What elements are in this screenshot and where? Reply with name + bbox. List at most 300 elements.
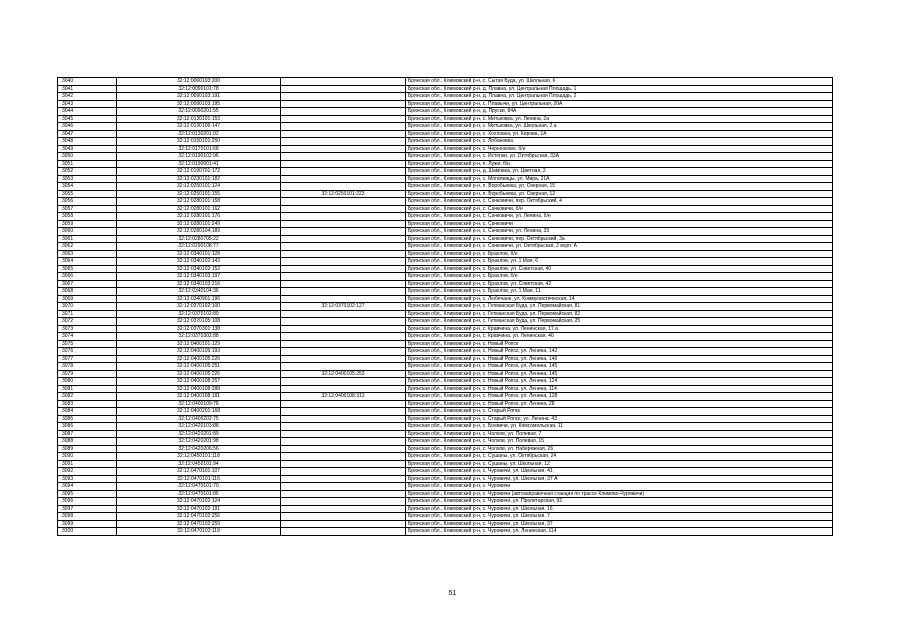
row-number-cell: 3046 [58, 123, 117, 131]
row-number-cell: 3079 [58, 370, 117, 378]
address-cell: Брянская обл., Климовский р-н, с. Сачковичи, ул. Ленина, б/н [406, 213, 833, 221]
parent-cadastral-cell [281, 378, 406, 386]
cadastral-number-cell: 32:12:0340901:196 [117, 295, 281, 303]
table-row [58, 528, 833, 536]
cadastral-number-cell: 32:12:0170101:68 [117, 145, 281, 153]
table-row [58, 303, 833, 311]
parent-cadastral-cell: 32:12:0400105:253 [281, 370, 406, 378]
cadastral-number-cell: 32:12:0280101:162 [117, 205, 281, 213]
row-number-cell: 3040 [58, 78, 117, 86]
table-row [58, 430, 833, 438]
parent-cadastral-cell [281, 430, 406, 438]
table-row [58, 355, 833, 363]
row-number-cell: 3094 [58, 483, 117, 491]
row-number-cell: 3097 [58, 505, 117, 513]
row-number-cell: 3065 [58, 265, 117, 273]
table-row [58, 288, 833, 296]
row-number-cell: 3047 [58, 130, 117, 138]
cadastral-number-cell: 32:12:0280104:189 [117, 228, 281, 236]
row-number-cell: 3069 [58, 295, 117, 303]
table-row [58, 310, 833, 318]
row-number-cell: 3077 [58, 355, 117, 363]
cadastral-number-cell: 32:12:0400108:257 [117, 378, 281, 386]
parent-cadastral-cell [281, 85, 406, 93]
address-cell: Брянская обл., Климовский р-н, с. Истопки, ул. Октябрьская, 33А [406, 153, 833, 161]
table-row [58, 78, 833, 86]
row-number-cell: 3066 [58, 273, 117, 281]
row-number-cell: 3087 [58, 430, 117, 438]
row-number-cell: 3084 [58, 408, 117, 416]
parent-cadastral-cell [281, 288, 406, 296]
parent-cadastral-cell [281, 498, 406, 506]
table-row [58, 213, 833, 221]
parent-cadastral-cell [281, 93, 406, 101]
table-row [58, 370, 833, 378]
address-cell: Брянская обл., Климовский р-н, п. Воробьевка, ул. Озерная, 15 [406, 183, 833, 191]
address-cell: Брянская обл., Климовский р-н, п. Лужи, б/н [406, 160, 833, 168]
cadastral-number-cell: 32:12:0340103:216 [117, 280, 281, 288]
address-cell: Брянская обл., Климовский р-н, с. Сачковичи, пер. Октябрьский, 4 [406, 198, 833, 206]
table-row [58, 190, 833, 198]
cadastral-number-cell: 32:12:0400201:168 [117, 408, 281, 416]
parent-cadastral-cell [281, 280, 406, 288]
cadastral-number-cell: 32:12:0470102:259 [117, 520, 281, 528]
parent-cadastral-cell [281, 408, 406, 416]
parent-cadastral-cell [281, 310, 406, 318]
cadastral-number-cell: 32:12:0370102:89 [117, 310, 281, 318]
table-row [58, 400, 833, 408]
table-row [58, 423, 833, 431]
parent-cadastral-cell [281, 505, 406, 513]
parent-cadastral-cell [281, 235, 406, 243]
row-number-cell: 3072 [58, 318, 117, 326]
address-cell: Брянская обл., Климовский р-н, с. Плавычи, ул. Центральная, 20А [406, 100, 833, 108]
row-number-cell: 3071 [58, 310, 117, 318]
table-row [58, 393, 833, 401]
address-cell: Брянская обл., Климовский р-н, с. Чолхов, ул. Набережная, 26 [406, 445, 833, 453]
address-cell: Брянская обл., Климовский р-н, с. Старый Ропск [406, 408, 833, 416]
address-cell: Брянская обл., Климовский р-н, с. Чолхов, ул. Полевая, 15 [406, 438, 833, 446]
cadastral-number-cell: 32:12:0230101:182 [117, 175, 281, 183]
address-cell: Брянская обл., Климовский р-н, с. Сушаны, ул. Школьная, 12 [406, 460, 833, 468]
address-cell: Брянская обл., Климовский р-н, с. Чернооково, б/н [406, 145, 833, 153]
row-number-cell: 3059 [58, 220, 117, 228]
row-number-cell: 3085 [58, 415, 117, 423]
table-row [58, 115, 833, 123]
row-number-cell: 3061 [58, 235, 117, 243]
table-row [58, 160, 833, 168]
table-body [58, 78, 833, 536]
cadastral-number-cell: 32:12:0340102:152 [117, 265, 281, 273]
address-cell: Брянская обл., Климовский р-н, с. Новый Ропск, ул. Ленина, 142 [406, 348, 833, 356]
cadastral-number-cell: 32:12:0280101:176 [117, 213, 281, 221]
row-number-cell: 3048 [58, 138, 117, 146]
row-number-cell: 3083 [58, 400, 117, 408]
parent-cadastral-cell [281, 115, 406, 123]
address-cell: Брянская обл., Климовский р-н, с. Кравчина, ул. Ленинская, 17 а [406, 325, 833, 333]
row-number-cell: 3091 [58, 460, 117, 468]
address-cell: Брянская обл., Климовский р-н, с. Чуровичи, ул. Школьная, 41 [406, 468, 833, 476]
parent-cadastral-cell [281, 490, 406, 498]
row-number-cell: 3053 [58, 175, 117, 183]
table-row [58, 228, 833, 236]
cadastral-number-cell: 32:12:0400105:226 [117, 355, 281, 363]
address-cell: Брянская обл., Климовский р-н, с. Чуровичи (автозаправочная станция по трассе Климово-Чуровичи) [406, 490, 833, 498]
cadastral-number-cell: 32:12:0150101:250 [117, 138, 281, 146]
table-row [58, 363, 833, 371]
address-cell: Брянская обл., Климовский р-н, с. Чуровичи, ул. Ленинская, 114 [406, 528, 833, 536]
address-cell: Брянская обл., Климовский р-н, с. Новый Ропск, ул. Ленина, 145 [406, 363, 833, 371]
row-number-cell: 3089 [58, 445, 117, 453]
row-number-cell: 3055 [58, 190, 117, 198]
cadastral-number-cell: 32:12:0450101:118 [117, 453, 281, 461]
row-number-cell: 3050 [58, 153, 117, 161]
table-row [58, 505, 833, 513]
cadastral-number-cell: 32:12:0400105:193 [117, 348, 281, 356]
row-number-cell: 3075 [58, 340, 117, 348]
table-row [58, 168, 833, 176]
table-row [58, 520, 833, 528]
parent-cadastral-cell [281, 520, 406, 528]
cadastral-number-cell: 32:12:0280101:158 [117, 198, 281, 206]
cadastral-number-cell: 32:12:0250101:124 [117, 183, 281, 191]
cadastral-number-cell: 32:12:0090103:191 [117, 93, 281, 101]
row-number-cell: 3088 [58, 438, 117, 446]
table-row [58, 205, 833, 213]
cadastral-number-cell: 32:12:0370105:108 [117, 318, 281, 326]
cadastral-number-cell: 32:12:0340104:36 [117, 288, 281, 296]
table-row [58, 138, 833, 146]
cadastral-number-cell: 32:12:0090101:78 [117, 85, 281, 93]
table-row [58, 445, 833, 453]
row-number-cell: 3098 [58, 513, 117, 521]
row-number-cell: 3068 [58, 288, 117, 296]
cadastral-number-cell: 32:12:0400105:226 [117, 370, 281, 378]
address-cell: Брянская обл., Климовский р-н, с. Сушаны, ул. Октябрьская, 24 [406, 453, 833, 461]
table-row [58, 175, 833, 183]
row-number-cell: 3081 [58, 385, 117, 393]
address-cell: Брянская обл., Климовский р-н, с. Новый Ропск, ул. Ленина, 114 [406, 385, 833, 393]
address-cell: Брянская обл., Климовский р-н, с. Брахлов, б/н [406, 273, 833, 281]
row-number-cell: 3063 [58, 250, 117, 258]
cadastral-number-cell: 32:12:0280705:22 [117, 235, 281, 243]
table-row [58, 295, 833, 303]
cadastral-number-cell: 32:12:0470102:124 [117, 498, 281, 506]
address-cell: Брянская обл., Климовский р-н, с. Боевичи, ул. Комсомольская, 11 [406, 423, 833, 431]
cadastral-number-cell: 32:12:0090201:55 [117, 108, 281, 116]
address-cell: Брянская обл., Климовский р-н, с. Новый Ропск [406, 340, 833, 348]
cadastral-number-cell: 32:12:0420201:98 [117, 438, 281, 446]
parent-cadastral-cell [281, 453, 406, 461]
parent-cadastral-cell [281, 273, 406, 281]
parent-cadastral-cell: 32:12:0370102:127 [281, 303, 406, 311]
parent-cadastral-cell [281, 145, 406, 153]
table-row [58, 490, 833, 498]
address-cell: Брянская обл., Климовский р-н, с. Брахлов, ул. 1 Мая, 11 [406, 288, 833, 296]
table-row [58, 460, 833, 468]
cadastral-number-cell: 32:12:0400109:78 [117, 400, 281, 408]
parent-cadastral-cell [281, 325, 406, 333]
cadastral-number-cell: 32:12:0280101:249 [117, 220, 281, 228]
address-cell: Брянская обл., Климовский р-н, с. Чуровичи [406, 483, 833, 491]
table-row [58, 145, 833, 153]
parent-cadastral-cell [281, 258, 406, 266]
parent-cadastral-cell [281, 400, 406, 408]
table-row [58, 250, 833, 258]
row-number-cell: 3064 [58, 258, 117, 266]
address-cell: Брянская обл., Климовский р-н, с. Сачковичи [406, 220, 833, 228]
parent-cadastral-cell [281, 445, 406, 453]
address-cell: Брянская обл., Климовский р-н, с. Чолхов, ул. Полевая, 7 [406, 430, 833, 438]
cadastral-number-cell: 32:12:0130101:153 [117, 115, 281, 123]
table-row [58, 183, 833, 191]
table-row [58, 468, 833, 476]
table-row [58, 415, 833, 423]
cadastral-number-cell: 32:12:0470101:86 [117, 490, 281, 498]
row-number-cell: 3044 [58, 108, 117, 116]
parent-cadastral-cell [281, 250, 406, 258]
address-cell: Брянская обл., Климовский р-н, с. Кравчина, ул. Ленинская, 46 [406, 333, 833, 341]
parent-cadastral-cell [281, 168, 406, 176]
parent-cadastral-cell [281, 468, 406, 476]
row-number-cell: 3042 [58, 93, 117, 101]
parent-cadastral-cell [281, 123, 406, 131]
parent-cadastral-cell [281, 438, 406, 446]
parent-cadastral-cell [281, 363, 406, 371]
parent-cadastral-cell [281, 198, 406, 206]
address-cell: Брянская обл., Климовский р-н, п. Воробьевка, ул. Озерная, 12 [406, 190, 833, 198]
parent-cadastral-cell [281, 175, 406, 183]
parent-cadastral-cell [281, 333, 406, 341]
cadastral-number-cell: 32:12:0470103:119 [117, 528, 281, 536]
row-number-cell: 3043 [58, 100, 117, 108]
cadastral-number-cell: 32:12:0250101:155 [117, 190, 281, 198]
table-row [58, 258, 833, 266]
address-cell: Брянская обл., Климовский р-н, с. Сытая Буда, ул. Школьная, 6 [406, 78, 833, 86]
row-number-cell: 3073 [58, 325, 117, 333]
cadastral-number-cell: 32:12:0470101:107 [117, 468, 281, 476]
page-number: 51 [448, 590, 457, 597]
property-table [57, 77, 833, 536]
row-number-cell: 3078 [58, 363, 117, 371]
row-number-cell: 3080 [58, 378, 117, 386]
address-cell: Брянская обл., Климовский р-н, с. Сачковичи, ул. Октябрьская, 2 корп. А [406, 243, 833, 251]
cadastral-number-cell: 32:12:0470102:256 [117, 513, 281, 521]
cadastral-number-cell: 32:12:0420201:89 [117, 430, 281, 438]
parent-cadastral-cell [281, 138, 406, 146]
parent-cadastral-cell [281, 183, 406, 191]
address-cell: Брянская обл., Климовский р-н, с. Сачковичи, пер. Октябрьский, 3а [406, 235, 833, 243]
row-number-cell: 3070 [58, 303, 117, 311]
table-row [58, 318, 833, 326]
parent-cadastral-cell [281, 318, 406, 326]
parent-cadastral-cell [281, 423, 406, 431]
cadastral-number-cell: 32:12:0400105:251 [117, 363, 281, 371]
parent-cadastral-cell [281, 513, 406, 521]
address-cell: Брянская обл., Климовский р-н, с. Чуровичи, ул. Школьная, 37 [406, 520, 833, 528]
address-cell: Брянская обл., Климовский р-н, с. Сачковичи, ул. Ленина, 33 [406, 228, 833, 236]
address-cell: Брянская обл., Климовский р-н, с. Чуровичи, ул. Школьная, 37 А [406, 475, 833, 483]
address-cell: Брянская обл., Климовский р-н, с. Чуровичи, ул. Школьная, 7 [406, 513, 833, 521]
table-row [58, 243, 833, 251]
row-number-cell: 3051 [58, 160, 117, 168]
address-cell: Брянская обл., Климовский р-н, с. Чуровичи, ул. Пролетарская, 92 [406, 498, 833, 506]
address-cell: Брянская обл., Климовский р-н, д. Шамовка, ул. Цветная, 2 [406, 168, 833, 176]
cadastral-number-cell: 32:12:0340103:197 [117, 273, 281, 281]
parent-cadastral-cell [281, 78, 406, 86]
table-row [58, 378, 833, 386]
cadastral-number-cell: 32:12:0400101:129 [117, 340, 281, 348]
parent-cadastral-cell [281, 348, 406, 356]
cadastral-number-cell: 32:12:0400108:288 [117, 385, 281, 393]
table-row [58, 408, 833, 416]
cadastral-number-cell: 32:12:0090103:195 [117, 100, 281, 108]
address-cell: Брянская обл., Климовский р-н, с. Новый Ропск, ул. Ленина, 28 [406, 400, 833, 408]
parent-cadastral-cell [281, 228, 406, 236]
cadastral-number-cell: 32:12:0470101:116 [117, 475, 281, 483]
cadastral-number-cell: 32:12:0340101:128 [117, 250, 281, 258]
row-number-cell: 3052 [58, 168, 117, 176]
address-cell: Брянская обл., Климовский р-н, с. Новый Ропск, ул. Ленина, 146 [406, 355, 833, 363]
table-row [58, 385, 833, 393]
table-row [58, 93, 833, 101]
address-cell: Брянская обл., Климовский р-н, с. Новый Ропск, ул. Ленина, 145 [406, 370, 833, 378]
table-row [58, 108, 833, 116]
address-cell: Брянская обл., Климовский р-н, с. Новый Ропск, ул. Ленина, 128 [406, 393, 833, 401]
address-cell: Брянская обл., Климовский р-н, с. Чуровичи, ул. Школьная, 16 [406, 505, 833, 513]
parent-cadastral-cell [281, 415, 406, 423]
table-row [58, 453, 833, 461]
cadastral-number-cell: 32:12:0340102:143 [117, 258, 281, 266]
cadastral-number-cell: 32:12:0400202:75 [117, 415, 281, 423]
row-number-cell: 3086 [58, 423, 117, 431]
table-row [58, 348, 833, 356]
row-number-cell: 3067 [58, 280, 117, 288]
parent-cadastral-cell [281, 100, 406, 108]
parent-cadastral-cell [281, 220, 406, 228]
cadastral-number-cell: 32:12:0450101:94 [117, 460, 281, 468]
parent-cadastral-cell: 32:12:0250101:223 [281, 190, 406, 198]
parent-cadastral-cell: 32:12:0400108:312 [281, 393, 406, 401]
parent-cadastral-cell [281, 483, 406, 491]
table-row [58, 483, 833, 491]
table-row [58, 475, 833, 483]
address-cell: Брянская обл., Климовский р-н, д. Плавна, ул. Центральная Площадь, 1 [406, 85, 833, 93]
address-cell: Брянская обл., Климовский р-н, с. Митьковка, ул. Школьная, 2 а [406, 123, 833, 131]
address-cell: Брянская обл., Климовский р-н, с. Любечане, ул. Коммунистическая, 14 [406, 295, 833, 303]
parent-cadastral-cell [281, 528, 406, 536]
row-number-cell: 3090 [58, 453, 117, 461]
address-cell: Брянская обл., Климовский р-н, с. Брахлов, ул. Советская, 40 [406, 265, 833, 273]
table-row [58, 130, 833, 138]
row-number-cell: 3076 [58, 348, 117, 356]
parent-cadastral-cell [281, 243, 406, 251]
table-row [58, 438, 833, 446]
row-number-cell: 3095 [58, 490, 117, 498]
table-row [58, 220, 833, 228]
table-row [58, 100, 833, 108]
address-cell: Брянская обл., Климовский р-н, с. Новый Ропск, ул. Ленина, 124 [406, 378, 833, 386]
table-row [58, 235, 833, 243]
parent-cadastral-cell [281, 213, 406, 221]
table-row [58, 498, 833, 506]
row-number-cell: 3074 [58, 333, 117, 341]
parent-cadastral-cell [281, 475, 406, 483]
cadastral-number-cell: 32:12:0420103:88 [117, 423, 281, 431]
address-cell: Брянская обл., Климовский р-н, с. Хохловка, ул. Кирова, 2А [406, 130, 833, 138]
row-number-cell: 3054 [58, 183, 117, 191]
parent-cadastral-cell [281, 160, 406, 168]
row-number-cell: 3062 [58, 243, 117, 251]
parent-cadastral-cell [281, 340, 406, 348]
row-number-cell: 3049 [58, 145, 117, 153]
address-cell: Брянская обл., Климовский р-н, с. Брахлов, ул. Советская, 42 [406, 280, 833, 288]
row-number-cell: 3082 [58, 393, 117, 401]
table-row [58, 198, 833, 206]
row-number-cell: 3099 [58, 520, 117, 528]
table-row [58, 273, 833, 281]
cadastral-number-cell: 32:12:0130201:92 [117, 130, 281, 138]
row-number-cell: 3045 [58, 115, 117, 123]
address-cell: Брянская обл., Климовский р-н, с. Могилевцы, ул. Мира, 21А [406, 175, 833, 183]
parent-cadastral-cell [281, 460, 406, 468]
parent-cadastral-cell [281, 265, 406, 273]
cadastral-number-cell: 32:12:0400108:181 [117, 393, 281, 401]
table-row [58, 265, 833, 273]
cadastral-number-cell: 32:12:0290108:77 [117, 243, 281, 251]
row-number-cell: 3060 [58, 228, 117, 236]
address-cell: Брянская обл., Климовский р-н, д. Пруски, 84А [406, 108, 833, 116]
row-number-cell: 3096 [58, 498, 117, 506]
row-number-cell: 3056 [58, 198, 117, 206]
address-cell: Брянская обл., Климовский р-н, с. Брахлов, ул. 1 Мая, 6 [406, 258, 833, 266]
address-cell: Брянская обл., Климовский р-н, д. Плавна, ул. Центральная Площадь, 2 [406, 93, 833, 101]
address-cell: Брянская обл., Климовский р-н, с. Брахлов, б/н [406, 250, 833, 258]
cadastral-number-cell: 32:12:0130106:147 [117, 123, 281, 131]
row-number-cell: 3100 [58, 528, 117, 536]
cadastral-number-cell: 32:12:0370302:88 [117, 333, 281, 341]
table-row [58, 333, 833, 341]
address-cell: Брянская обл., Климовский р-н, с. Митьковка, ул. Ленина, 2а [406, 115, 833, 123]
cadastral-number-cell: 32:12:0370301:138 [117, 325, 281, 333]
row-number-cell: 3041 [58, 85, 117, 93]
cadastral-number-cell: 32:12:0470102:191 [117, 505, 281, 513]
row-number-cell: 3057 [58, 205, 117, 213]
cadastral-number-cell: 32:12:0190601:41 [117, 160, 281, 168]
table-row [58, 85, 833, 93]
parent-cadastral-cell [281, 108, 406, 116]
cadastral-number-cell: 32:12:0470101:70 [117, 483, 281, 491]
parent-cadastral-cell [281, 355, 406, 363]
address-cell: Брянская обл., Климовский р-н, с. Гетманская Буда, ул. Первомайская, 81 [406, 303, 833, 311]
row-number-cell: 3092 [58, 468, 117, 476]
table-row [58, 513, 833, 521]
cadastral-number-cell: 32:12:0190701:172 [117, 168, 281, 176]
table-row [58, 340, 833, 348]
address-cell: Брянская обл., Климовский р-н, с. Сачковичи, б/н [406, 205, 833, 213]
table-row [58, 325, 833, 333]
address-cell: Брянская обл., Климовский р-н, с. Гетманская Буда, ул. Первомайская, 82 [406, 310, 833, 318]
table-row [58, 280, 833, 288]
address-cell: Брянская обл., Климовский р-н, с. Старый Ропск, ул. Ленина, 43 [406, 415, 833, 423]
cadastral-number-cell: 32:12:0190102:96 [117, 153, 281, 161]
parent-cadastral-cell [281, 130, 406, 138]
address-cell: Брянская обл., Климовский р-н, с. Гетманская Буда, ул. Первомайская, 25 [406, 318, 833, 326]
row-number-cell: 3058 [58, 213, 117, 221]
row-number-cell: 3093 [58, 475, 117, 483]
parent-cadastral-cell [281, 295, 406, 303]
cadastral-number-cell: 32:12:0370102:100 [117, 303, 281, 311]
